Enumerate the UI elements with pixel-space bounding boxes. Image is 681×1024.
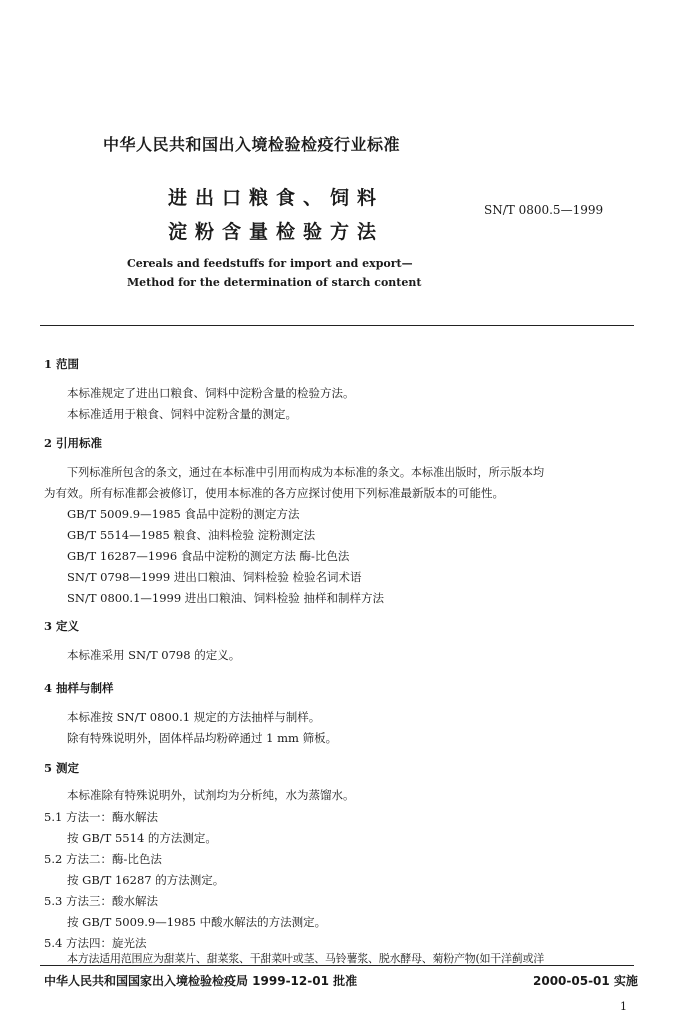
english-title-line-2: Method for the determination of starch content (127, 276, 422, 289)
section-2-paragraph-line-2: 为有效。所有标准都会被修订，使用本标准的各方应探讨使用下列标准最新版本的可能性。 (44, 486, 504, 500)
method-4-heading: 5.4 方法四：旋光法 (44, 936, 147, 950)
english-title-line-1: Cereals and feedstuffs for import and export— (127, 257, 413, 270)
section-5-paragraph: 本标准除有特殊说明外，试剂均为分析纯，水为蒸馏水。 (67, 788, 355, 802)
section-1-paragraph-2: 本标准适用于粮食、饲料中淀粉含量的测定。 (67, 407, 297, 421)
reference-item: GB/T 16287—1996 食品中淀粉的测定方法 酶-比色法 (67, 549, 350, 563)
standard-code: SN/T 0800.5—1999 (484, 203, 604, 217)
document-title-line-1: 进出口粮食、饲料 (168, 187, 385, 209)
section-1-heading: 1 范围 (44, 357, 80, 371)
method-2-heading: 5.2 方法二：酶-比色法 (44, 852, 162, 866)
section-2-paragraph-line-1: 下列标准所包含的条文，通过在本标准中引用而构成为本标准的条文。本标准出版时，所示版本均 (67, 466, 545, 479)
method-3-paragraph: 按 GB/T 5009.9—1985 中酸水解法的方法测定。 (67, 915, 327, 929)
header-divider (40, 325, 634, 326)
reference-item: GB/T 5009.9—1985 食品中淀粉的测定方法 (67, 507, 300, 521)
method-3-heading: 5.3 方法三：酸水解法 (44, 894, 158, 908)
section-3-heading: 3 定义 (44, 619, 80, 633)
method-2-paragraph: 按 GB/T 16287 的方法测定。 (67, 873, 225, 887)
section-3-paragraph: 本标准采用 SN/T 0798 的定义。 (67, 648, 241, 662)
approval-statement: 中华人民共和国国家出入境检验检疫局 1999-12-01 批准 (44, 974, 358, 988)
issuing-organization: 中华人民共和国出入境检验检疫行业标准 (103, 135, 401, 154)
page-number: 1 (620, 1000, 627, 1013)
footer-divider (40, 965, 634, 966)
method-1-heading: 5.1 方法一：酶水解法 (44, 810, 158, 824)
section-5-heading: 5 测定 (44, 761, 80, 775)
method-4-paragraph: 本方法适用范围应为甜菜片、甜菜浆、干甜菜叶或茎、马铃薯浆、脱水酵母、菊粉产物(如干洋蓟或洋 (67, 952, 545, 965)
section-4-paragraph-2: 除有特殊说明外，固体样品均粉碎通过 1 mm 筛板。 (67, 731, 338, 745)
reference-item: GB/T 5514—1985 粮食、油料检验 淀粉测定法 (67, 528, 316, 542)
reference-item: SN/T 0800.1—1999 进出口粮油、饲料检验 抽样和制样方法 (67, 591, 384, 605)
reference-item: SN/T 0798—1999 进出口粮油、饲料检验 检验名词术语 (67, 570, 362, 584)
document-title-line-2: 淀粉含量检验方法 (168, 221, 385, 243)
section-4-paragraph-1: 本标准按 SN/T 0800.1 规定的方法抽样与制样。 (67, 710, 321, 724)
method-1-paragraph: 按 GB/T 5514 的方法测定。 (67, 831, 217, 845)
implementation-date: 2000-05-01 实施 (533, 974, 638, 988)
section-2-heading: 2 引用标准 (44, 436, 103, 450)
section-4-heading: 4 抽样与制样 (44, 681, 114, 695)
section-1-paragraph-1: 本标准规定了进出口粮食、饲料中淀粉含量的检验方法。 (67, 386, 355, 400)
